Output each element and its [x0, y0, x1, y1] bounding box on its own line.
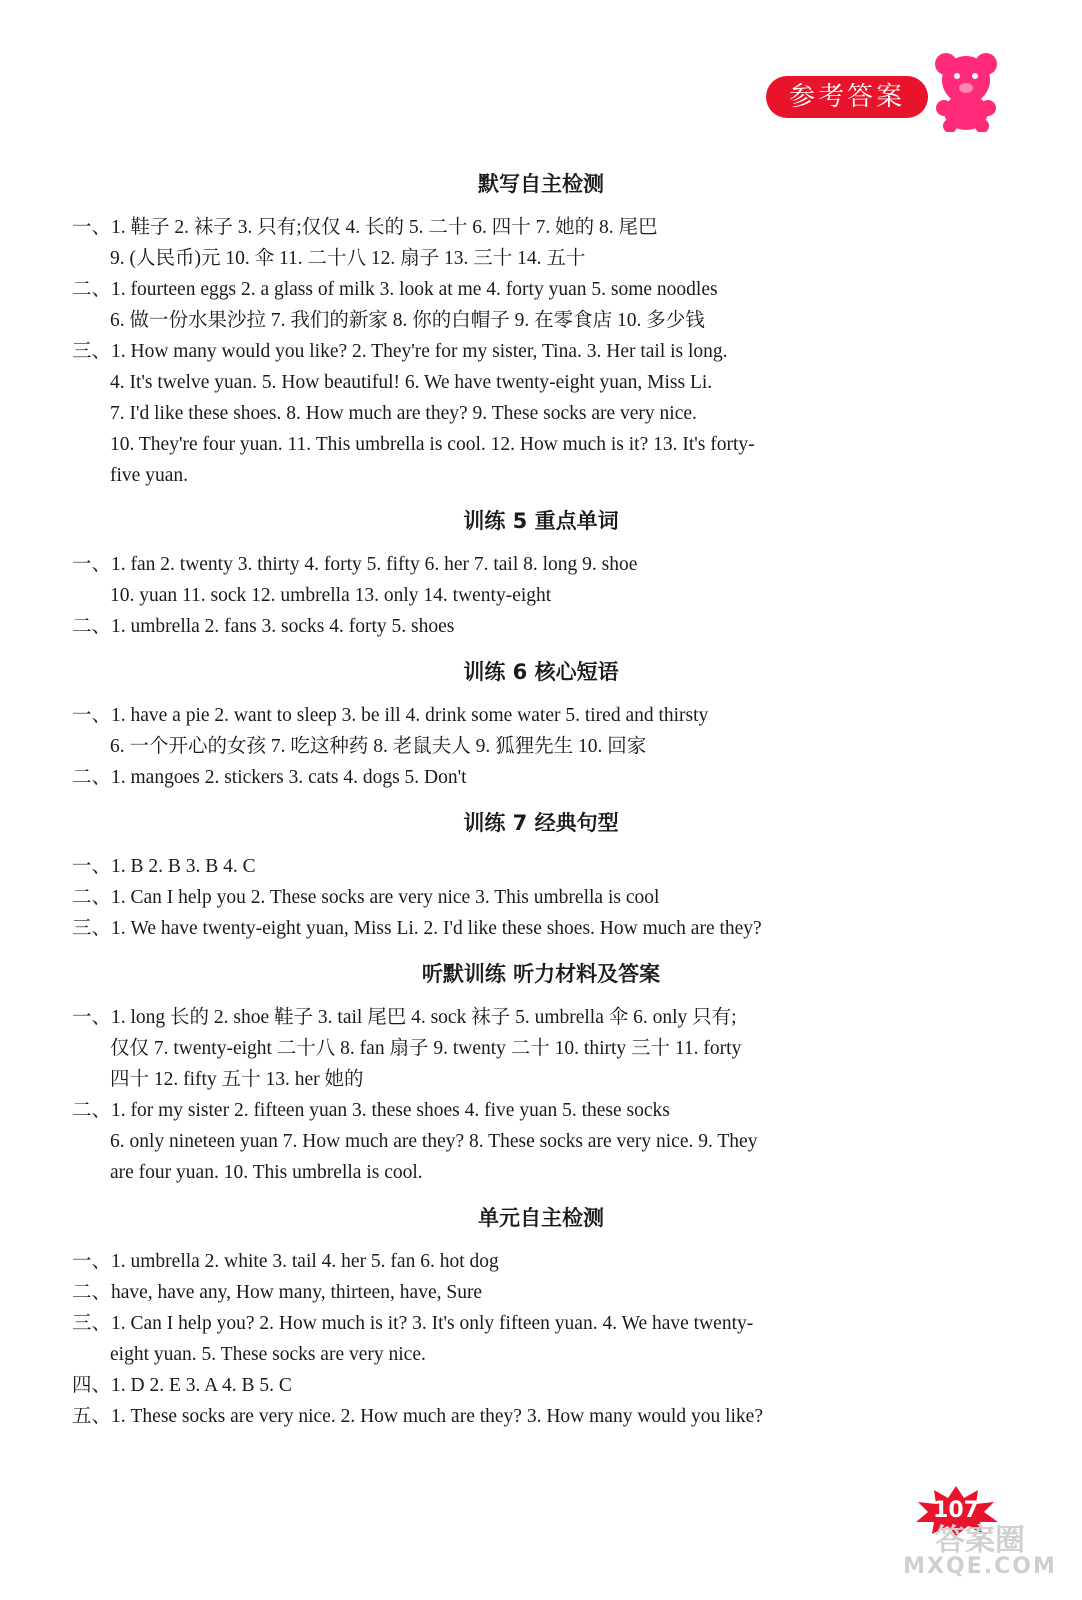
answer-line: 7. I'd like these shoes. 8. How much are they? 9. These socks are very nice.	[110, 403, 697, 424]
watermark-top: 答案圈	[935, 1523, 1025, 1558]
watermark	[890, 1523, 1070, 1588]
answer-line: 9. (人民币)元 10. 伞 11. 二十八 12. 扇子 13. 三十 14. 五十	[110, 248, 586, 269]
answer-line: 10. They're four yuan. 11. This umbrella is cool. 12. How much is it? 13. It's forty-	[110, 434, 755, 455]
answer-content	[0, 160, 1082, 1438]
teddy-bear-icon	[930, 50, 1002, 132]
answer-line: 仅仅 7. twenty-eight 二十八 8. fan 扇子 9. twenty 二十 10. thirty 三十 11. forty	[110, 1038, 742, 1059]
answer-line: 4. It's twelve yuan. 5. How beautiful! 6. We have twenty-eight yuan, Miss Li.	[110, 372, 713, 393]
answer-line: 6. 一个开心的女孩 7. 吃这种药 8. 老鼠夫人 9. 狐狸先生 10. 回家	[110, 736, 647, 757]
answer-line: 二、1. for my sister 2. fifteen yuan 3. these shoes 4. five yuan 5. these socks	[72, 1100, 670, 1121]
answer-line: eight yuan. 5. These socks are very nice.	[110, 1344, 426, 1365]
answer-line: 一、1. B 2. B 3. B 4. C	[72, 856, 256, 877]
answer-key-badge: 参考答案	[766, 76, 928, 118]
answer-line: 三、1. How many would you like? 2. They're for my sister, Tina. 3. Her tail is long.	[72, 341, 728, 362]
answer-line: 二、1. mangoes 2. stickers 3. cats 4. dogs 5. Don't	[72, 767, 467, 788]
answer-line: 一、1. umbrella 2. white 3. tail 4. her 5. fan 6. hot dog	[72, 1251, 499, 1272]
section-title: 默写自主检测	[478, 172, 604, 196]
answer-line: 二、1. fourteen eggs 2. a glass of milk 3. look at me 4. forty yuan 5. some noodles	[72, 279, 718, 300]
answer-line: 一、1. fan 2. twenty 3. thirty 4. forty 5. fifty 6. her 7. tail 8. long 9. shoe	[72, 554, 638, 575]
answer-line: 四十 12. fifty 五十 13. her 她的	[110, 1069, 364, 1090]
answer-line: 一、1. long 长的 2. shoe 鞋子 3. tail 尾巴 4. sock 袜子 5. umbrella 伞 6. only 只有;	[72, 1007, 737, 1028]
answer-line: 五、1. These socks are very nice. 2. How much are they? 3. How many would you like?	[72, 1406, 763, 1427]
answer-line: 二、1. umbrella 2. fans 3. socks 4. forty 5. shoes	[72, 616, 455, 637]
answer-line: 10. yuan 11. sock 12. umbrella 13. only 14. twenty-eight	[110, 585, 552, 606]
answer-line: 四、1. D 2. E 3. A 4. B 5. C	[72, 1375, 292, 1396]
page-number: 107	[933, 1498, 979, 1523]
section-title: 训练 6 核心短语	[463, 660, 619, 684]
section-gap	[0, 1432, 1082, 1438]
answer-line: 二、1. Can I help you 2. These socks are very nice 3. This umbrella is cool	[72, 887, 660, 908]
answer-line: are four yuan. 10. This umbrella is cool.	[110, 1162, 423, 1183]
section-title: 训练 5 重点单词	[463, 509, 619, 533]
section-title: 训练 7 经典句型	[463, 811, 619, 835]
answer-line: 6. only nineteen yuan 7. How much are they? 8. These socks are very nice. 9. They	[110, 1131, 758, 1152]
answer-line: five yuan.	[110, 465, 188, 486]
answer-line: 一、1. have a pie 2. want to sleep 3. be ill 4. drink some water 5. tired and thirsty	[72, 705, 709, 726]
answer-line: 二、have, have any, How many, thirteen, have, Sure	[72, 1282, 483, 1303]
answer-line: 一、1. 鞋子 2. 袜子 3. 只有;仅仅 4. 长的 5. 二十 6. 四十 7. 她的 8. 尾巴	[72, 217, 658, 238]
watermark-bottom: MXQE.COM	[903, 1554, 1057, 1579]
answer-line: 6. 做一份水果沙拉 7. 我们的新家 8. 你的白帽子 9. 在零食店 10. 多少钱	[110, 310, 705, 331]
section-title: 单元自主检测	[478, 1206, 604, 1230]
section-title: 听默训练 听力材料及答案	[421, 962, 661, 986]
answer-line: 三、1. Can I help you? 2. How much is it? 3. It's only fifteen yuan. 4. We have twenty-	[72, 1313, 754, 1334]
answer-line: 三、1. We have twenty-eight yuan, Miss Li. 2. I'd like these shoes. How much are they?	[72, 918, 762, 939]
